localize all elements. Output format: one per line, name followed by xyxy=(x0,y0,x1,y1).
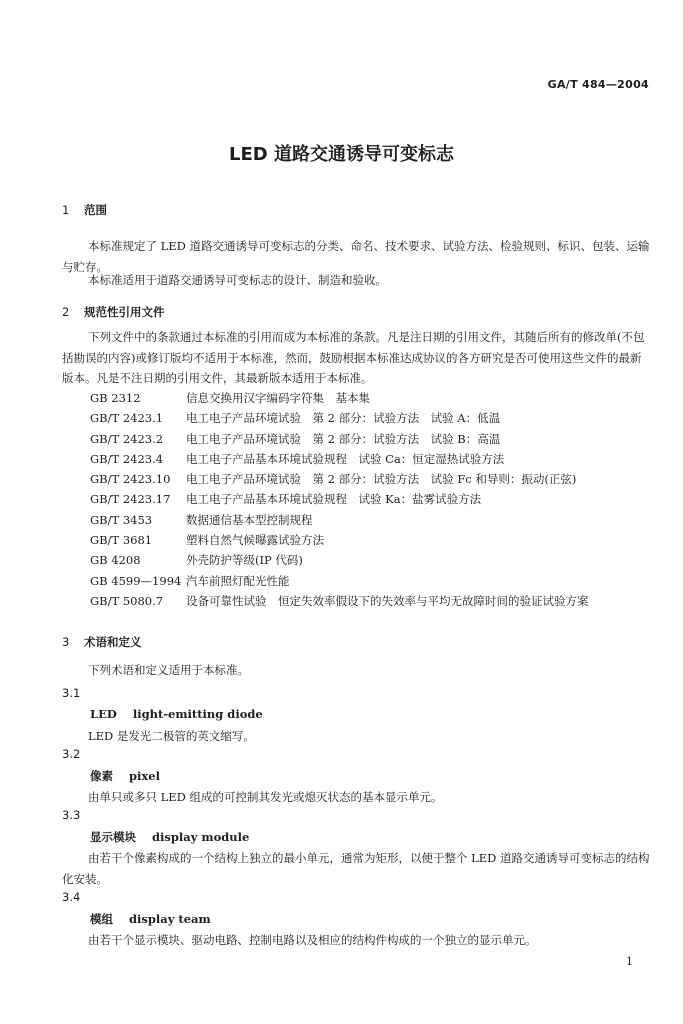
reference-item xyxy=(90,388,589,408)
term-en: light-emitting diode xyxy=(132,707,263,721)
reference-item xyxy=(90,571,589,591)
term-number: 3.3 xyxy=(62,808,81,822)
reference-item xyxy=(90,408,589,428)
term-zh: 模组 xyxy=(90,912,113,926)
term-number: 3.4 xyxy=(62,890,81,904)
paragraph: 本标准规定了 LED 道路交通诱导可变标志的分类、命名、技术要求、试验方法、检验规则、标识、包装、运输与贮存。 xyxy=(62,239,650,274)
term-definition: 由单只或多只 LED 组成的可控制其发光或熄灭状态的基本显示单元。 xyxy=(88,790,443,804)
reference-code: GB 4599—1994 xyxy=(90,573,182,588)
reference-title: 设备可靠性试验 恒定失效率假设下的失效率与平均无故障时间的验证试验方案 xyxy=(186,593,589,608)
reference-item xyxy=(90,449,589,469)
reference-item xyxy=(90,510,589,530)
term-zh: LED xyxy=(90,707,117,721)
reference-title: 塑料自然气候曝露试验方法 xyxy=(186,533,324,548)
term-zh: 显示模块 xyxy=(90,830,136,844)
reference-list xyxy=(90,388,589,611)
reference-item xyxy=(90,550,589,570)
document-title: LED 道路交通诱导可变标志 xyxy=(229,144,454,165)
reference-title: 电工电子产品环境试验 第 2 部分：试验方法 试验 A：低温 xyxy=(186,411,501,426)
reference-title: 电工电子产品环境试验 第 2 部分：试验方法 试验 Fc 和导则：振动(正弦) xyxy=(186,472,577,487)
reference-item xyxy=(90,469,589,489)
term-heading xyxy=(90,829,249,845)
reference-code: GB/T 5080.7 xyxy=(90,593,164,608)
term-definition: 由若干个像素构成的一个结构上独立的最小单元，通常为矩形，以便于整个 LED 道路交通诱导可变标志的结构化安装。 xyxy=(62,851,650,886)
paragraph: 下列术语和定义适用于本标准。 xyxy=(88,663,249,677)
reference-item xyxy=(90,530,589,550)
term-en: display team xyxy=(129,912,211,926)
reference-title: 电工电子产品基本环境试验规程 试验 Ca：恒定湿热试验方法 xyxy=(186,451,505,466)
reference-code: GB/T 2423.4 xyxy=(90,451,164,466)
term-zh: 像素 xyxy=(90,769,113,783)
reference-code: GB/T 2423.17 xyxy=(90,492,171,507)
reference-title: 数据通信基本型控制规程 xyxy=(186,512,313,527)
reference-item xyxy=(90,591,589,611)
section-title: 规范性引用文件 xyxy=(84,305,165,319)
standard-code: GA/T 484—2004 xyxy=(547,78,649,91)
reference-code: GB/T 3453 xyxy=(90,512,153,527)
reference-code: GB/T 2423.10 xyxy=(90,472,171,487)
term-en: pixel xyxy=(129,769,160,783)
reference-title: 电工电子产品环境试验 第 2 部分：试验方法 试验 B：高温 xyxy=(186,431,501,446)
section-number: 2 xyxy=(62,305,70,319)
reference-title: 外壳防护等级(IP 代码) xyxy=(186,553,303,568)
reference-title: 汽车前照灯配光性能 xyxy=(186,573,290,588)
section-title: 范围 xyxy=(84,203,107,217)
reference-title: 信息交换用汉字编码字符集 基本集 xyxy=(186,391,370,405)
page-number: 1 xyxy=(626,955,633,968)
paragraph: 本标准适用于道路交通诱导可变标志的设计、制造和验收。 xyxy=(88,273,387,287)
term-heading xyxy=(90,911,211,927)
reference-code: GB/T 2423.1 xyxy=(90,411,164,426)
reference-title: 电工电子产品基本环境试验规程 试验 Ka：盐雾试验方法 xyxy=(186,492,482,507)
reference-code: GB/T 2423.2 xyxy=(90,431,164,446)
term-en: display module xyxy=(152,830,250,844)
term-definition: 由若干个显示模块、驱动电路、控制电路以及相应的结构件构成的一个独立的显示单元。 xyxy=(88,933,537,947)
section-heading-scope xyxy=(62,202,107,218)
term-number: 3.1 xyxy=(62,686,81,700)
reference-code: GB/T 3681 xyxy=(90,533,153,548)
reference-code: GB 2312 xyxy=(90,391,141,405)
section-number: 3 xyxy=(62,635,70,649)
paragraph: 下列文件中的条款通过本标准的引用而成为本标准的条款。凡是注日期的引用文件，其随后所有的修改单(不包括勘误的内容)或修订版均不适用于本标准，然而，鼓励根据本标准达成协议的各方研究是否可使用这些文件的最新版本。凡是不注日期的引用文件，其最新版本适用于本标准。 xyxy=(62,330,645,385)
section-heading-normative-references xyxy=(62,304,165,320)
term-definition: LED 是发光二极管的英文缩写。 xyxy=(88,729,255,743)
term-heading xyxy=(90,768,160,784)
term-number: 3.2 xyxy=(62,747,81,761)
reference-code: GB 4208 xyxy=(90,553,141,568)
reference-item xyxy=(90,429,589,449)
section-heading-terms-definitions xyxy=(62,634,142,650)
section-title: 术语和定义 xyxy=(84,635,142,649)
term-heading xyxy=(90,707,263,721)
reference-item xyxy=(90,489,589,509)
section-number: 1 xyxy=(62,203,70,217)
